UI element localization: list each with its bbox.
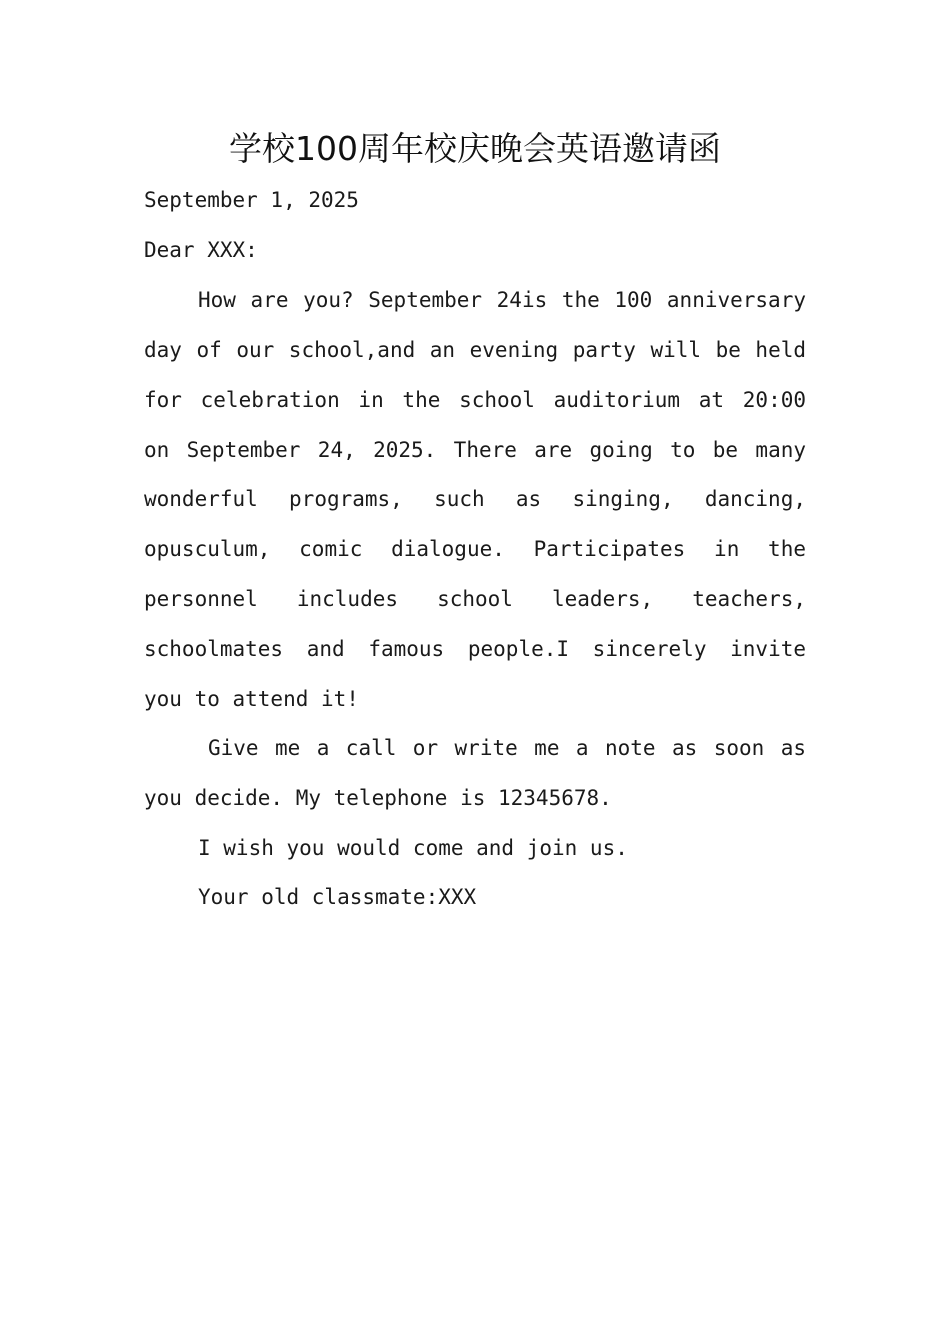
paragraph-line: you decide. My telephone is 12345678. — [144, 786, 612, 810]
letter-salutation: Dear XXX: — [144, 238, 258, 262]
paragraph-line: How are you? September 24is the 100 anniversary — [198, 288, 806, 312]
paragraph-line: schoolmates and famous people.I sincerely invite — [144, 637, 806, 661]
paragraph-line: you to attend it! — [144, 687, 359, 711]
paragraph-line: opusculum, comic dialogue. Participates in the — [144, 537, 806, 561]
letter-date: September 1, 2025 — [144, 188, 359, 212]
paragraph-line: day of our school,and an evening party will be held — [144, 338, 806, 362]
paragraph-line: personnel includes school leaders, teachers, — [144, 587, 806, 611]
paragraph-line: on September 24, 2025. There are going to be many — [144, 438, 806, 462]
letter-signature: Your old classmate:XXX — [198, 885, 477, 909]
paragraph-line: Give me a call or write me a note as soon as — [208, 736, 806, 760]
paragraph-line: wonderful programs, such as singing, dancing, — [144, 487, 806, 511]
paragraph-line: for celebration in the school auditorium at 20:00 — [144, 388, 806, 412]
letter-closing: I wish you would come and join us. — [198, 836, 628, 860]
page-title: 学校100周年校庆晚会英语邀请函 — [229, 129, 721, 168]
